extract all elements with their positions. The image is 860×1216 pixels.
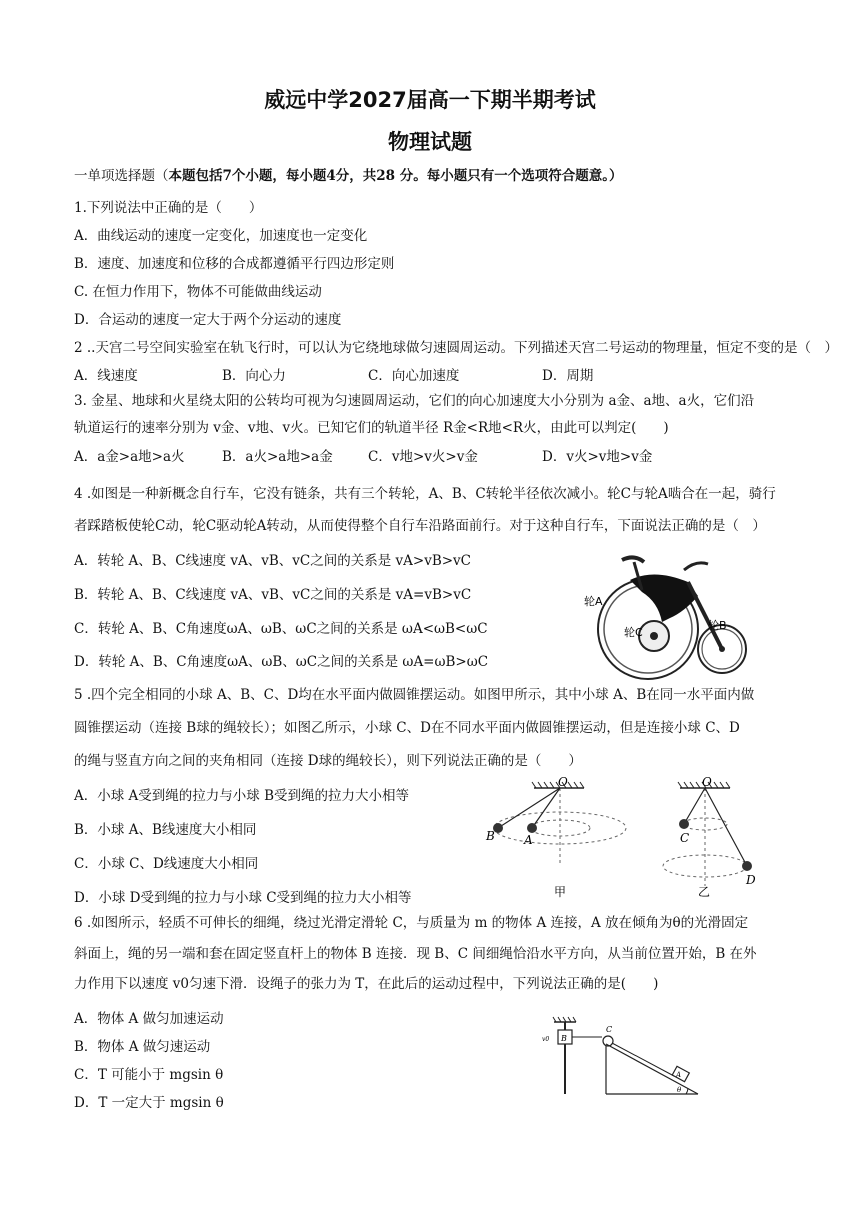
- q4-option-d: D．转轮 A、B、C角速度ωA、ωB、ωC之间的关系是 ωA=ωB>ωC: [74, 654, 489, 670]
- exam-title: 威远中学2027届高一下期半期考试: [264, 88, 596, 112]
- q2-option-d: D．周期: [542, 368, 594, 384]
- label-yi: 乙: [698, 885, 711, 899]
- q1-option-b: B．速度、加速度和位移的合成都遵循平行四边形定则: [74, 256, 395, 272]
- handlebar: [684, 563, 708, 570]
- q1-option-c: C. 在恒力作用下，物体不可能做曲线运动: [74, 284, 322, 300]
- q3-options: [74, 447, 652, 467]
- q3-option-d: D．v火>v地>v金: [542, 449, 653, 465]
- label-d: D: [746, 873, 756, 887]
- q1-stem: 1.下列说法中正确的是（ ）: [74, 200, 263, 216]
- q3-option-a: A．a金>a地>a火: [74, 449, 185, 465]
- q5-option-a: A．小球 A受到绳的拉力与小球 B受到绳的拉力大小相等: [74, 788, 410, 804]
- q6-option-a: A．物体 A 做匀加速运动: [74, 1011, 224, 1027]
- q6-line1: 6 .如图所示，轻质不可伸长的细绳，绕过光滑定滑轮 C，与质量为 m 的物体 A 连接，A 放在倾角为θ的光滑固定: [74, 915, 749, 931]
- q6-option-d: D．T 一定大于 mgsin θ: [74, 1095, 224, 1111]
- q5-line3: 的绳与竖直方向之间的夹角相同（连接 D球的绳较长），则下列说法正确的是（ ）: [74, 753, 582, 769]
- section-rule: 本题包括7个小题，每小题4分，共28 分。每小题只有一个选项符合题意。）: [168, 168, 623, 184]
- seat: [622, 557, 644, 562]
- q4-option-b: B．转轮 A、B、C线速度 vA、vB、vC之间的关系是 vA=vB>vC: [74, 587, 472, 603]
- incline: [606, 1044, 698, 1094]
- q6-line2: 斜面上，绳的另一端和套在固定竖直杆上的物体 B 连接．现 B、C 间细绳恰沿水平方向，从当前位置开始，B 在外: [74, 946, 757, 962]
- label-b: B: [486, 829, 495, 843]
- q6-line3: 力作用下以速度 v0匀速下滑．设绳子的张力为 T，在此后的运动过程中，下列说法正确的是( ): [74, 976, 659, 992]
- label-wheel-a: 轮A: [584, 595, 603, 608]
- pulley-incline-figure: [540, 1014, 704, 1098]
- ball-d: [742, 861, 752, 871]
- ball-c: [679, 819, 689, 829]
- q6-option-b: B．物体 A 做匀速运动: [74, 1039, 211, 1055]
- q4-line1: 4 .如图是一种新概念自行车，它没有链条，共有三个转轮，A、B、C转轮半径依次减小。轮C与轮A啮合在一起，骑行: [74, 486, 776, 502]
- label-c6: C: [606, 1025, 613, 1034]
- ball-a: [527, 823, 537, 833]
- q2-stem: 2 ..天宫二号空间实验室在轨飞行时，可以认为它绕地球做匀速圆周运动。下列描述天宫二号运动的物理量，恒定不变的是（ ）: [74, 340, 838, 356]
- q3-line1: 3. 金星、地球和火星绕太阳的公转均可视为匀速圆周运动，它们的向心加速度大小分别为 a金、a地、a火，它们沿: [74, 393, 755, 409]
- conical-pendulum-figure: [480, 776, 780, 904]
- label-o-jia: O: [558, 776, 568, 789]
- label-wheel-c: 轮C: [624, 626, 643, 639]
- q2-option-a: A．线速度: [74, 368, 138, 384]
- label-v0: v0: [542, 1036, 550, 1043]
- section-heading: [74, 166, 623, 186]
- q6-option-c: C．T 可能小于 mgsin θ: [74, 1067, 224, 1083]
- q4-line2: 者踩踏板使轮C动，轮C驱动轮A转动，从而使得整个自行车沿路面前行。对于这种自行车，下面说法正确的是（ ）: [74, 518, 766, 534]
- label-theta: θ: [677, 1086, 682, 1094]
- q5-line2: 圆锥摆运动（连接 B球的绳较长）；如图乙所示，小球 C、D在不同水平面内做圆锥摆运动，但是连接小球 C、D: [74, 720, 740, 736]
- q5-line1: 5 .四个完全相同的小球 A、B、C、D均在水平面内做圆锥摆运动。如图甲所示，其中小球 A、B在同一水平面内做: [74, 687, 755, 703]
- q1-option-d: D．合运动的速度一定大于两个分运动的速度: [74, 312, 342, 328]
- label-a6: A: [676, 1071, 682, 1079]
- q5-option-c: C．小球 C、D线速度大小相同: [74, 856, 259, 872]
- q4-option-c: C．转轮 A、B、C角速度ωA、ωB、ωC之间的关系是 ωA<ωB<ωC: [74, 621, 488, 637]
- label-a: A: [524, 833, 533, 847]
- label-wheel-b: 轮B: [708, 619, 727, 632]
- bicycle-figure: [584, 552, 760, 680]
- q2-options: [74, 366, 593, 386]
- q4-option-a: A．转轮 A、B、C线速度 vA、vB、vC之间的关系是 vA>vB>vC: [74, 553, 472, 569]
- rope-ca: [612, 1043, 674, 1076]
- q2-option-c: C．向心加速度: [368, 368, 460, 384]
- q3-option-c: C．v地>v火>v金: [368, 449, 478, 465]
- q5-option-b: B．小球 A、B线速度大小相同: [74, 822, 257, 838]
- section-prefix: 一单项选择题（: [74, 168, 169, 184]
- label-o-yi: O: [702, 776, 712, 789]
- q5-option-d: D．小球 D受到绳的拉力与小球 C受到绳的拉力大小相等: [74, 890, 412, 906]
- label-jia: 甲: [554, 885, 567, 899]
- exam-subtitle: 物理试题: [388, 130, 472, 154]
- q3-option-b: B．a火>a地>a金: [222, 449, 333, 465]
- q3-line2: 轨道运行的速率分别为 v金、v地、v火。已知它们的轨道半径 R金<R地<R火，由此可以判定( ): [74, 420, 669, 436]
- q2-option-b: B．向心力: [222, 368, 286, 384]
- label-b6: B: [561, 1034, 567, 1043]
- wheel-c-hub: [650, 632, 658, 640]
- label-c: C: [680, 831, 690, 845]
- q1-option-a: A．曲线运动的速度一定变化，加速度也一定变化: [74, 228, 368, 244]
